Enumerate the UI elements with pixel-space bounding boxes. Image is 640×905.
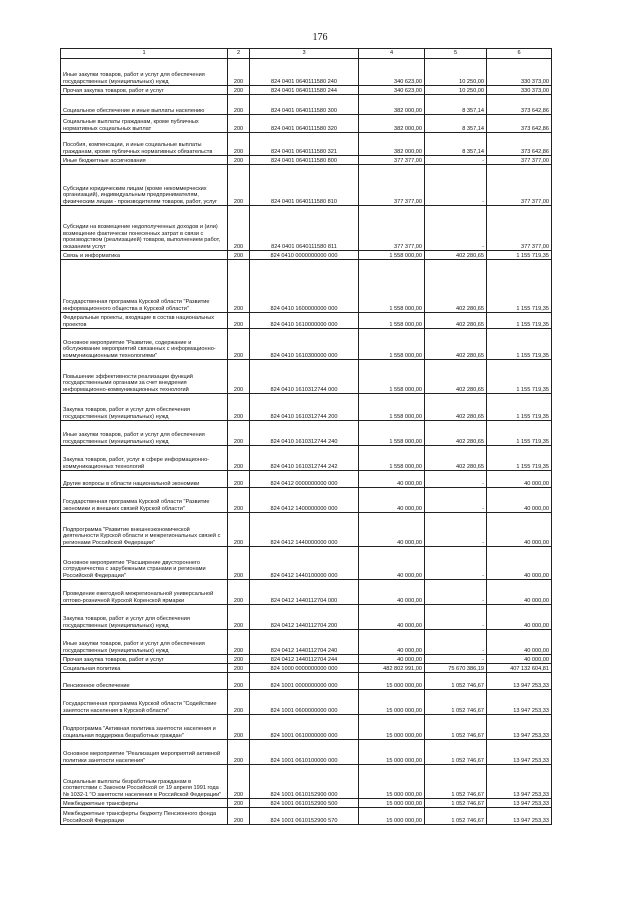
row-rest-cell: 1 155 719,35 bbox=[487, 446, 552, 471]
row-exec-cell: - bbox=[425, 156, 487, 165]
row-plan-cell: 482 802 991,00 bbox=[359, 664, 425, 673]
row-unit-cell: 200 bbox=[228, 329, 250, 360]
row-plan-cell: 1 558 000,00 bbox=[359, 360, 425, 394]
row-rest-cell: 1 155 719,35 bbox=[487, 313, 552, 329]
row-name-cell: Иные закупки товаров, работ и услуг для обеспечения государственных (муниципальных) нужд bbox=[61, 630, 228, 655]
row-unit-cell: 200 bbox=[228, 513, 250, 547]
header-cell-code: 3 bbox=[250, 49, 359, 59]
row-name-cell: Государственная программа Курской области "Содействие занятости населения в Курской области" bbox=[61, 690, 228, 715]
row-code-cell: 824 0401 0640111580 240 bbox=[250, 59, 359, 86]
row-unit-cell: 200 bbox=[228, 580, 250, 605]
row-rest-cell: 1 155 719,35 bbox=[487, 394, 552, 421]
row-plan-cell: 40 000,00 bbox=[359, 580, 425, 605]
row-rest-cell: 330 373,00 bbox=[487, 86, 552, 95]
row-rest-cell: 13 947 253,33 bbox=[487, 808, 552, 825]
table-row bbox=[61, 165, 552, 206]
row-exec-cell: - bbox=[425, 488, 487, 513]
row-unit-cell: 200 bbox=[228, 690, 250, 715]
row-name-cell: Прочая закупка товаров, работ и услуг bbox=[61, 655, 228, 664]
row-name-cell: Социальная политика bbox=[61, 664, 228, 673]
table-row bbox=[61, 799, 552, 808]
row-plan-cell: 1 558 000,00 bbox=[359, 313, 425, 329]
row-code-cell: 824 0412 1440112704 000 bbox=[250, 580, 359, 605]
row-plan-cell: 40 000,00 bbox=[359, 471, 425, 488]
row-name-cell: Проведение ежегодной межрегиональной универсальной оптово-розничной Курской Коренской ярмарки bbox=[61, 580, 228, 605]
row-exec-cell: 1 052 746,67 bbox=[425, 808, 487, 825]
row-unit-cell: 200 bbox=[228, 360, 250, 394]
row-plan-cell: 15 000 000,00 bbox=[359, 765, 425, 799]
row-exec-cell: 402 280,65 bbox=[425, 421, 487, 446]
row-rest-cell: 330 373,00 bbox=[487, 59, 552, 86]
row-code-cell: 824 0410 1610000000 000 bbox=[250, 313, 359, 329]
budget-table bbox=[60, 48, 552, 825]
row-name-cell: Закупка товаров, работ и услуг для обеспечения государственных (муниципальных) нужд bbox=[61, 605, 228, 630]
row-exec-cell: 402 280,65 bbox=[425, 446, 487, 471]
header-row bbox=[61, 49, 552, 59]
row-unit-cell: 200 bbox=[228, 394, 250, 421]
row-plan-cell: 1 558 000,00 bbox=[359, 251, 425, 260]
row-plan-cell: 40 000,00 bbox=[359, 630, 425, 655]
row-rest-cell: 377 377,00 bbox=[487, 156, 552, 165]
row-name-cell: Иные закупки товаров, работ и услуг для обеспечения государственных (муниципальных) нужд bbox=[61, 421, 228, 446]
row-unit-cell: 200 bbox=[228, 59, 250, 86]
row-rest-cell: 373 642,86 bbox=[487, 133, 552, 156]
row-exec-cell: 1 052 746,67 bbox=[425, 715, 487, 740]
row-name-cell: Социальные выплаты безработным гражданам в соответствии с Законом Российской от 19 апреля 1991 года № 1032-1 "О занятости населения в Российской Федерации" bbox=[61, 765, 228, 799]
row-code-cell: 824 0410 1610312744 240 bbox=[250, 421, 359, 446]
row-rest-cell: 407 132 604,81 bbox=[487, 664, 552, 673]
row-rest-cell: 40 000,00 bbox=[487, 513, 552, 547]
row-unit-cell: 200 bbox=[228, 673, 250, 690]
row-exec-cell: 75 670 386,19 bbox=[425, 664, 487, 673]
row-exec-cell: - bbox=[425, 513, 487, 547]
row-unit-cell: 200 bbox=[228, 471, 250, 488]
table-row bbox=[61, 673, 552, 690]
row-name-cell: Социальные выплаты гражданам, кроме публичных нормативных социальных выплат bbox=[61, 115, 228, 133]
row-rest-cell: 373 642,86 bbox=[487, 115, 552, 133]
table-row bbox=[61, 394, 552, 421]
row-plan-cell: 340 623,00 bbox=[359, 59, 425, 86]
row-plan-cell: 377 377,00 bbox=[359, 165, 425, 206]
row-code-cell: 824 1001 0610152900 500 bbox=[250, 799, 359, 808]
row-rest-cell: 13 947 253,33 bbox=[487, 799, 552, 808]
table-row bbox=[61, 630, 552, 655]
row-name-cell: Закупка товаров, работ и услуг для обеспечения государственных (муниципальных) нужд bbox=[61, 394, 228, 421]
table-row bbox=[61, 664, 552, 673]
row-exec-cell: 402 280,65 bbox=[425, 394, 487, 421]
table-row bbox=[61, 86, 552, 95]
row-code-cell: 824 0412 0000000000 000 bbox=[250, 471, 359, 488]
row-plan-cell: 40 000,00 bbox=[359, 655, 425, 664]
row-code-cell: 824 0401 0640111580 321 bbox=[250, 133, 359, 156]
row-rest-cell: 40 000,00 bbox=[487, 488, 552, 513]
row-plan-cell: 1 558 000,00 bbox=[359, 446, 425, 471]
row-unit-cell: 200 bbox=[228, 605, 250, 630]
row-plan-cell: 15 000 000,00 bbox=[359, 808, 425, 825]
row-rest-cell: 40 000,00 bbox=[487, 547, 552, 580]
row-plan-cell: 15 000 000,00 bbox=[359, 799, 425, 808]
table-row bbox=[61, 206, 552, 251]
row-exec-cell: - bbox=[425, 605, 487, 630]
table-row bbox=[61, 360, 552, 394]
table-row bbox=[61, 488, 552, 513]
row-exec-cell: 1 052 746,67 bbox=[425, 799, 487, 808]
row-code-cell: 824 0401 0640111580 320 bbox=[250, 115, 359, 133]
row-name-cell: Социальное обеспечение и иные выплаты населению bbox=[61, 95, 228, 115]
row-name-cell: Пособия, компенсации, и иные социальные выплаты гражданам, кроме публичных нормативных обязательств bbox=[61, 133, 228, 156]
row-plan-cell: 15 000 000,00 bbox=[359, 690, 425, 715]
row-name-cell: Связь и информатика bbox=[61, 251, 228, 260]
table-row bbox=[61, 133, 552, 156]
table-row bbox=[61, 421, 552, 446]
table-row bbox=[61, 471, 552, 488]
row-code-cell: 824 1001 0600000000 000 bbox=[250, 690, 359, 715]
row-rest-cell: 13 947 253,33 bbox=[487, 673, 552, 690]
row-exec-cell: 10 250,00 bbox=[425, 86, 487, 95]
table-row bbox=[61, 740, 552, 765]
table-body bbox=[61, 59, 552, 825]
row-exec-cell: 402 280,65 bbox=[425, 251, 487, 260]
row-name-cell: Другие вопросы в области национальной экономики bbox=[61, 471, 228, 488]
table-row bbox=[61, 715, 552, 740]
row-code-cell: 824 1001 0000000000 000 bbox=[250, 673, 359, 690]
table-row bbox=[61, 765, 552, 799]
row-rest-cell: 40 000,00 bbox=[487, 630, 552, 655]
row-plan-cell: 382 000,00 bbox=[359, 133, 425, 156]
row-rest-cell: 40 000,00 bbox=[487, 580, 552, 605]
row-unit-cell: 200 bbox=[228, 313, 250, 329]
table-row bbox=[61, 690, 552, 715]
row-unit-cell: 200 bbox=[228, 446, 250, 471]
row-name-cell: Федеральные проекты, входящие в состав национальных проектов bbox=[61, 313, 228, 329]
row-unit-cell: 200 bbox=[228, 115, 250, 133]
table-row bbox=[61, 251, 552, 260]
row-code-cell: 824 1001 0610152900 000 bbox=[250, 765, 359, 799]
row-code-cell: 824 0412 1440112704 200 bbox=[250, 605, 359, 630]
row-unit-cell: 200 bbox=[228, 133, 250, 156]
row-exec-cell: 8 357,14 bbox=[425, 95, 487, 115]
row-code-cell: 824 0401 0640111580 300 bbox=[250, 95, 359, 115]
table-row bbox=[61, 156, 552, 165]
row-unit-cell: 200 bbox=[228, 808, 250, 825]
row-rest-cell: 1 155 719,35 bbox=[487, 421, 552, 446]
row-code-cell: 824 0410 1610312744 200 bbox=[250, 394, 359, 421]
row-code-cell: 824 0401 0640111580 244 bbox=[250, 86, 359, 95]
row-code-cell: 824 0412 1440000000 000 bbox=[250, 513, 359, 547]
row-exec-cell: - bbox=[425, 206, 487, 251]
row-exec-cell: - bbox=[425, 630, 487, 655]
row-code-cell: 824 0410 1610300000 000 bbox=[250, 329, 359, 360]
row-code-cell: 824 0410 1600000000 000 bbox=[250, 260, 359, 313]
row-unit-cell: 200 bbox=[228, 740, 250, 765]
row-plan-cell: 340 623,00 bbox=[359, 86, 425, 95]
row-rest-cell: 373 642,86 bbox=[487, 95, 552, 115]
row-name-cell: Основное мероприятие "Реализация мероприятий активной политики занятости населения" bbox=[61, 740, 228, 765]
row-rest-cell: 13 947 253,33 bbox=[487, 765, 552, 799]
row-unit-cell: 200 bbox=[228, 547, 250, 580]
row-unit-cell: 200 bbox=[228, 664, 250, 673]
row-plan-cell: 40 000,00 bbox=[359, 547, 425, 580]
header-cell-name: 1 bbox=[61, 49, 228, 59]
row-rest-cell: 1 155 719,35 bbox=[487, 360, 552, 394]
row-rest-cell: 40 000,00 bbox=[487, 471, 552, 488]
table-row bbox=[61, 808, 552, 825]
row-exec-cell: - bbox=[425, 471, 487, 488]
row-name-cell: Межбюджетные трансферты bbox=[61, 799, 228, 808]
row-unit-cell: 200 bbox=[228, 655, 250, 664]
row-exec-cell: 8 357,14 bbox=[425, 133, 487, 156]
row-plan-cell: 40 000,00 bbox=[359, 488, 425, 513]
row-exec-cell: - bbox=[425, 655, 487, 664]
row-exec-cell: 402 280,65 bbox=[425, 329, 487, 360]
row-unit-cell: 200 bbox=[228, 251, 250, 260]
row-name-cell: Подпрограмма "Развитие внешнеэкономической деятельности Курской области и межрегиональных связей с регионами Российской Федерации" bbox=[61, 513, 228, 547]
row-unit-cell: 200 bbox=[228, 799, 250, 808]
row-name-cell: Основное мероприятие "Развитие, содержание и обслуживание мероприятий связанных с информационно-коммуникационными технологиями" bbox=[61, 329, 228, 360]
row-name-cell: Иные закупки товаров, работ и услуг для обеспечения государственных (муниципальных) нужд bbox=[61, 59, 228, 86]
row-plan-cell: 1 558 000,00 bbox=[359, 329, 425, 360]
header-cell-unit: 2 bbox=[228, 49, 250, 59]
row-exec-cell: - bbox=[425, 580, 487, 605]
row-rest-cell: 377 377,00 bbox=[487, 206, 552, 251]
row-plan-cell: 1 558 000,00 bbox=[359, 421, 425, 446]
row-exec-cell: 402 280,65 bbox=[425, 360, 487, 394]
row-plan-cell: 15 000 000,00 bbox=[359, 740, 425, 765]
row-exec-cell: 1 052 746,67 bbox=[425, 673, 487, 690]
row-name-cell: Основное мероприятие "Расширение двустороннего сотрудничества с зарубежными странами и регионами Российской Федерации" bbox=[61, 547, 228, 580]
row-code-cell: 824 0412 1400000000 000 bbox=[250, 488, 359, 513]
row-unit-cell: 200 bbox=[228, 86, 250, 95]
row-plan-cell: 1 558 000,00 bbox=[359, 260, 425, 313]
row-unit-cell: 200 bbox=[228, 156, 250, 165]
row-plan-cell: 15 000 000,00 bbox=[359, 715, 425, 740]
row-code-cell: 824 0401 0640111580 810 bbox=[250, 165, 359, 206]
row-name-cell: Прочая закупка товаров, работ и услуг bbox=[61, 86, 228, 95]
row-rest-cell: 13 947 253,33 bbox=[487, 715, 552, 740]
row-unit-cell: 200 bbox=[228, 95, 250, 115]
row-name-cell: Пенсионное обеспечение bbox=[61, 673, 228, 690]
row-plan-cell: 40 000,00 bbox=[359, 513, 425, 547]
row-unit-cell: 200 bbox=[228, 165, 250, 206]
row-unit-cell: 200 bbox=[228, 715, 250, 740]
table-row bbox=[61, 329, 552, 360]
row-unit-cell: 200 bbox=[228, 421, 250, 446]
table-row bbox=[61, 580, 552, 605]
row-unit-cell: 200 bbox=[228, 765, 250, 799]
row-rest-cell: 1 155 719,35 bbox=[487, 329, 552, 360]
row-unit-cell: 200 bbox=[228, 206, 250, 251]
row-rest-cell: 377 377,00 bbox=[487, 165, 552, 206]
row-exec-cell: 1 052 746,67 bbox=[425, 740, 487, 765]
table-row bbox=[61, 547, 552, 580]
row-rest-cell: 40 000,00 bbox=[487, 605, 552, 630]
row-code-cell: 824 0412 1440100000 000 bbox=[250, 547, 359, 580]
row-exec-cell: 8 357,14 bbox=[425, 115, 487, 133]
row-name-cell: Межбюджетные трансферты бюджету Пенсионного фонда Российской Федерации bbox=[61, 808, 228, 825]
row-exec-cell: - bbox=[425, 165, 487, 206]
header-cell-plan: 4 bbox=[359, 49, 425, 59]
table-row bbox=[61, 605, 552, 630]
row-name-cell: Иные бюджетные ассигнования bbox=[61, 156, 228, 165]
row-exec-cell: 402 280,65 bbox=[425, 260, 487, 313]
row-exec-cell: 10 250,00 bbox=[425, 59, 487, 86]
row-plan-cell: 15 000 000,00 bbox=[359, 673, 425, 690]
row-plan-cell: 1 558 000,00 bbox=[359, 394, 425, 421]
row-code-cell: 824 0401 0640111580 800 bbox=[250, 156, 359, 165]
row-plan-cell: 382 000,00 bbox=[359, 115, 425, 133]
row-code-cell: 824 0401 0640111580 811 bbox=[250, 206, 359, 251]
row-unit-cell: 200 bbox=[228, 630, 250, 655]
row-unit-cell: 200 bbox=[228, 488, 250, 513]
row-code-cell: 824 1001 0610152900 570 bbox=[250, 808, 359, 825]
row-code-cell: 824 1001 0610000000 000 bbox=[250, 715, 359, 740]
row-rest-cell: 40 000,00 bbox=[487, 655, 552, 664]
table-row bbox=[61, 115, 552, 133]
row-code-cell: 824 0410 1610312744 242 bbox=[250, 446, 359, 471]
row-plan-cell: 377 377,00 bbox=[359, 206, 425, 251]
table-row bbox=[61, 446, 552, 471]
row-plan-cell: 40 000,00 bbox=[359, 605, 425, 630]
page-number: 176 bbox=[312, 32, 328, 43]
header-cell-rest: 6 bbox=[487, 49, 552, 59]
row-code-cell: 824 0410 1610312744 000 bbox=[250, 360, 359, 394]
header-cell-exec: 5 bbox=[425, 49, 487, 59]
row-name-cell: Государственная программа Курской области "Развитие экономики и внешних связей Курской области" bbox=[61, 488, 228, 513]
table-row bbox=[61, 513, 552, 547]
row-exec-cell: 1 052 746,67 bbox=[425, 690, 487, 715]
row-rest-cell: 1 155 719,35 bbox=[487, 260, 552, 313]
row-plan-cell: 377 377,00 bbox=[359, 156, 425, 165]
row-exec-cell: 402 280,65 bbox=[425, 313, 487, 329]
row-code-cell: 824 0412 1440112704 240 bbox=[250, 630, 359, 655]
row-name-cell: Повышение эффективности реализации функций государственными органами за счет внедрения информационно-коммуникационных технологий bbox=[61, 360, 228, 394]
row-code-cell: 824 1001 0610100000 000 bbox=[250, 740, 359, 765]
row-name-cell: Подпрограмма "Активная политика занятости населения и социальная поддержка безработных граждан" bbox=[61, 715, 228, 740]
row-name-cell: Закупка товаров, работ, услуг в сфере информационно-коммуникационных технологий bbox=[61, 446, 228, 471]
table-row bbox=[61, 313, 552, 329]
table-row bbox=[61, 260, 552, 313]
row-rest-cell: 13 947 253,33 bbox=[487, 690, 552, 715]
row-exec-cell: - bbox=[425, 547, 487, 580]
table-row bbox=[61, 95, 552, 115]
row-name-cell: Государственная программа Курской области "Развитие информационного общества в Курской области" bbox=[61, 260, 228, 313]
row-exec-cell: 1 052 746,67 bbox=[425, 765, 487, 799]
table-row bbox=[61, 59, 552, 86]
row-code-cell: 824 1000 0000000000 000 bbox=[250, 664, 359, 673]
row-rest-cell: 13 947 253,33 bbox=[487, 740, 552, 765]
row-code-cell: 824 0412 1440112704 244 bbox=[250, 655, 359, 664]
row-code-cell: 824 0410 0000000000 000 bbox=[250, 251, 359, 260]
row-rest-cell: 1 155 719,35 bbox=[487, 251, 552, 260]
row-unit-cell: 200 bbox=[228, 260, 250, 313]
row-name-cell: Субсидии на возмещение недополученных доходов и (или) возмещение фактически понесенных затрат в связи с производством (реализацией) товаров, выполнением работ, оказанием услуг bbox=[61, 206, 228, 251]
table-row bbox=[61, 655, 552, 664]
row-name-cell: Субсидии юридическим лицам (кроме некоммерческих организаций), индивидуальным предпринимателям, физическим лицам - производителям товаров, работ, услуг bbox=[61, 165, 228, 206]
row-plan-cell: 382 000,00 bbox=[359, 95, 425, 115]
